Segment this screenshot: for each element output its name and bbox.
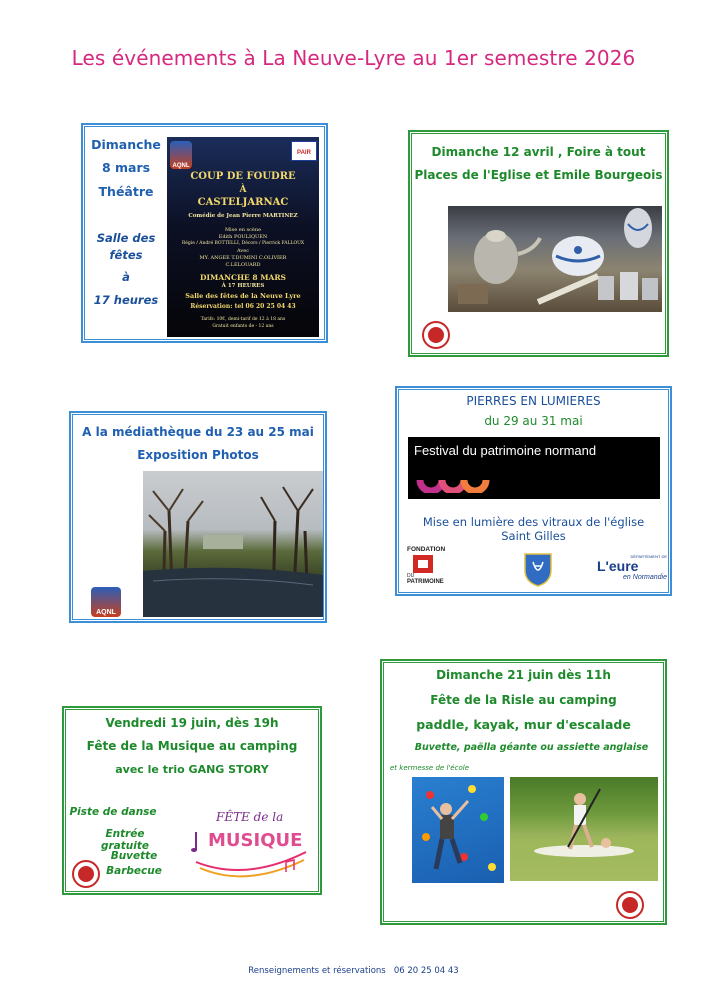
poster-place: Salle des fêtes de la Neuve Lyre: [185, 292, 301, 300]
festival-banner: [408, 437, 660, 499]
risle-title: Dimanche 21 juin dès 11h: [436, 668, 611, 682]
comite-logo-risle: [616, 891, 644, 919]
poster-tarifs: Tarifs: 10€, demi-tarif de 12 à 18 ans: [200, 317, 286, 322]
theatre-venue-2: fêtes: [109, 248, 143, 262]
eure-logo: DÉPARTEMENT DE L'eure en Normandie: [597, 554, 667, 581]
theatre-event-card: [82, 124, 327, 342]
risle-kermesse: et kermesse de l'école: [390, 764, 469, 772]
risle-food: Buvette, paëlla géante ou assiette anglaise: [414, 742, 649, 753]
pierres-event-card: [396, 387, 671, 595]
musique-item-4: Barbecue: [106, 865, 162, 877]
paddle-illustration: [510, 777, 658, 881]
poster-credits-4: Avec: [237, 248, 249, 254]
river-illustration: [143, 471, 323, 617]
theatre-venue-1: Salle des: [96, 231, 156, 245]
risle-event-card: [381, 660, 666, 924]
risle-activities: paddle, kayak, mur d'escalade: [416, 717, 631, 732]
aqnl-logo-expo: AQNL: [91, 587, 121, 617]
theatre-time: 17 heures: [93, 293, 159, 307]
poster-reservation: Réservation: tel 06 20 25 04 43: [190, 303, 296, 310]
musique-event: Fête de la Musique au camping: [86, 739, 298, 753]
poster-date-1: DIMANCHE 8 MARS: [200, 273, 286, 282]
theatre-venue-3: à: [122, 270, 130, 284]
neuve-lyre-crest-icon: [523, 552, 553, 588]
climbing-wall-photo: [412, 777, 504, 883]
pierres-description: Mise en lumière des vitraux de l'église: [422, 515, 645, 529]
expo-event-card: [70, 412, 326, 622]
poster-title-1: COUP DE FOUDRE: [190, 171, 296, 182]
footer-contact: Renseignements et réservations 06 20 25 04 43: [248, 966, 459, 976]
poster-credits-3: Régie / André BOTTELLI, Décors / Pierrick FALLOUX: [181, 241, 305, 246]
aqnl-logo: AQNL: [170, 141, 192, 169]
flea-market-illustration: [448, 206, 662, 312]
theatre-day: Dimanche: [91, 137, 161, 152]
flea-market-photo: [448, 206, 662, 312]
foire-title: Dimanche 12 avril , Foire à tout: [431, 145, 646, 159]
musique-band: avec le trio GANG STORY: [115, 763, 269, 776]
poster-date-2: À 17 HEURES: [221, 283, 265, 289]
page-title: Les événements à La Neuve-Lyre au 1er semestre 2026: [71, 46, 636, 70]
poster-subtitle: Comédie de Jean Pierre MARTINEZ: [188, 213, 298, 219]
musique-item-2: Entrée gratuite: [100, 828, 149, 852]
musique-item-1: Piste de danse: [69, 806, 157, 818]
poster-credits-6: C.LELOUARD: [225, 262, 261, 268]
expo-subtitle: Exposition Photos: [137, 448, 259, 462]
festival-name: Festival du patrimoine normand: [414, 443, 597, 458]
fete-musique-top: FÊTE de la: [216, 810, 284, 824]
risle-event: Fête de la Risle au camping: [430, 693, 617, 707]
comite-logo-musique: [72, 860, 100, 888]
musique-title: Vendredi 19 juin, dès 19h: [105, 716, 279, 730]
pierres-dates: du 29 au 31 mai: [484, 414, 583, 428]
fete-musique-bottom: MUSIQUE: [208, 830, 303, 851]
poster-gratuit: Gratuit enfants de - 12 ans: [212, 324, 274, 329]
comite-logo: [422, 321, 450, 349]
pierres-title: PIERRES EN LUMIERES: [466, 394, 601, 408]
poster-title-3: CASTELJARNAC: [197, 197, 289, 208]
foire-event-card: [409, 131, 668, 356]
paddle-photo: [510, 777, 658, 881]
theatre-date: 8 mars: [101, 160, 151, 175]
fete-musique-logo: [186, 802, 310, 884]
poster-credits-1: Mise en scène: [224, 227, 262, 233]
pierres-church: Saint Gilles: [501, 529, 566, 543]
pair-logo: PAIR: [291, 141, 317, 161]
poster-credits-2: Edith POULIQUEN: [218, 234, 268, 240]
river-photo: [143, 471, 323, 617]
musique-item-3: Buvette: [110, 850, 158, 862]
fondation-patrimoine-logo: FONDATION DU PATRIMOINE: [407, 546, 446, 585]
expo-title: A la médiathèque du 23 au 25 mai: [82, 425, 314, 439]
climbing-illustration: [412, 777, 504, 883]
theatre-type: Théâtre: [98, 184, 154, 199]
theatre-poster: [167, 137, 319, 337]
poster-title-2: À: [239, 185, 247, 195]
musique-event-card: [63, 707, 321, 894]
foire-location: Places de l'Eglise et Emile Bourgeois: [414, 168, 663, 182]
poster-credits-5: MY. ANGEE T.DUMINI C.OLIVIER: [199, 255, 287, 261]
festival-logo-icon: [414, 467, 494, 493]
